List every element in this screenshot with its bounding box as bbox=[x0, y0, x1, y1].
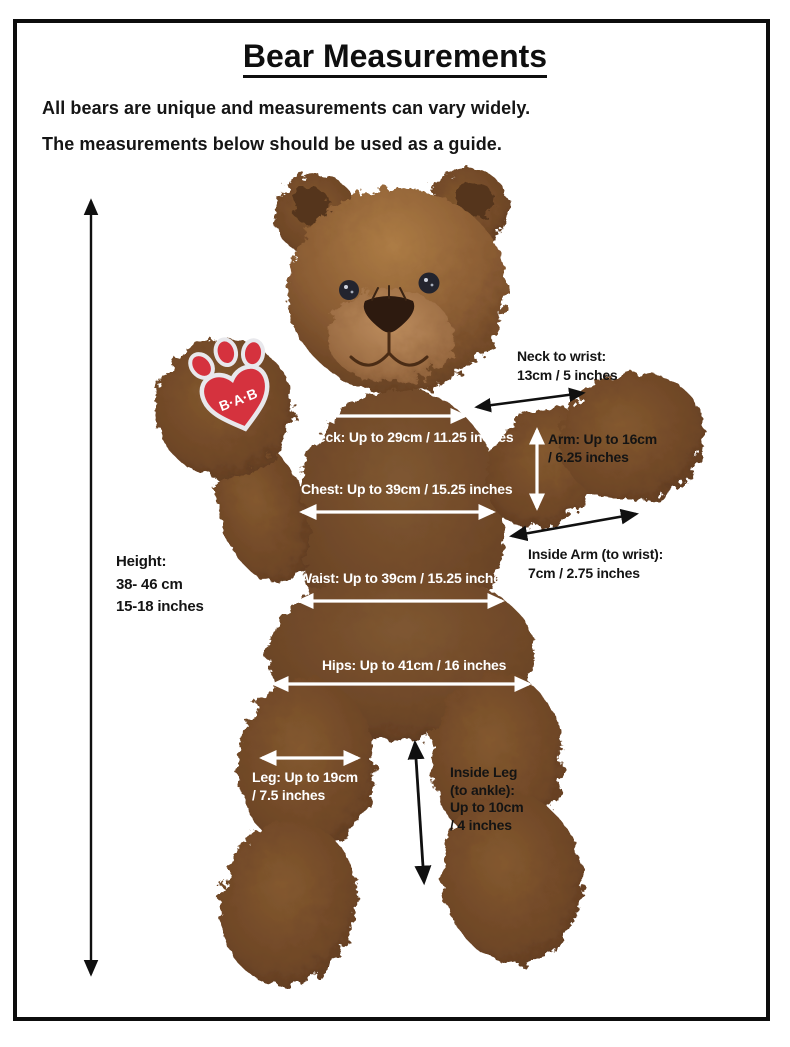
leg-label-line1: Leg: Up to 19cm bbox=[252, 769, 358, 785]
height-label bbox=[116, 551, 204, 619]
neck-to-wrist-label-line1: Neck to wrist: bbox=[517, 348, 606, 364]
inside-arm-label-line2: 7cm / 2.75 inches bbox=[528, 564, 640, 581]
arm-label-line2: / 6.25 inches bbox=[548, 448, 629, 465]
waist-label: Waist: Up to 39cm / 15.25 inches bbox=[299, 570, 509, 586]
leg-label-line2: / 7.5 inches bbox=[252, 787, 326, 804]
height-label-line1: Height: bbox=[116, 553, 167, 570]
inside-leg-arrow bbox=[415, 743, 424, 882]
bear-right-eye bbox=[419, 273, 440, 294]
inside-arm-label-line1: Inside Arm (to wrist): bbox=[528, 546, 664, 562]
neck-to-wrist-label bbox=[517, 347, 618, 385]
neck-to-wrist-arrow bbox=[477, 393, 583, 407]
leg-label bbox=[252, 768, 358, 804]
height-label-line2: 38- 46 cm bbox=[116, 575, 183, 593]
neck-to-wrist-label-line2: 13cm / 5 inches bbox=[517, 366, 618, 383]
intro-line-2: The measurements below should be used as a guide. bbox=[42, 134, 503, 154]
bear-left-eye bbox=[339, 280, 359, 300]
page-title: Bear Measurements bbox=[0, 38, 790, 75]
inside-leg-label-line3: Up to 10cm bbox=[450, 799, 524, 815]
inside-leg-label bbox=[450, 764, 523, 834]
height-label-line3: 15-18 inches bbox=[116, 598, 204, 615]
neck-label: Neck: Up to 29cm / 11.25 inches bbox=[308, 429, 514, 445]
inside-leg-label-line4: / 4 inches bbox=[450, 816, 512, 833]
inside-leg-label-line2: (to ankle): bbox=[450, 781, 515, 798]
chest-label: Chest: Up to 39cm / 15.25 inches bbox=[301, 481, 513, 497]
intro-line-1: All bears are unique and measurements can vary widely. bbox=[42, 98, 531, 118]
inside-arm-label bbox=[528, 545, 663, 583]
arm-label bbox=[548, 431, 657, 466]
hips-label: Hips: Up to 41cm / 16 inches bbox=[322, 657, 507, 673]
badge-text: B·A·B bbox=[216, 385, 260, 415]
inside-leg-label-line1: Inside Leg bbox=[450, 764, 518, 780]
arm-label-line1: Arm: Up to 16cm bbox=[548, 431, 658, 447]
